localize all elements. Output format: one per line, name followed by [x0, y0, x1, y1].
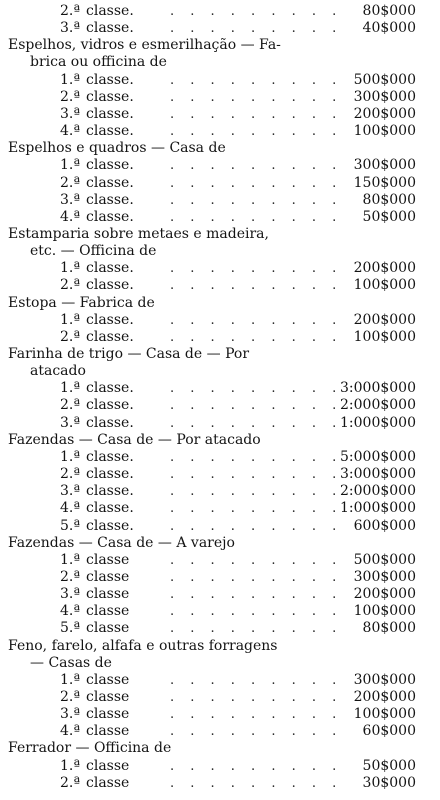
tax-amount: 150$000 — [353, 174, 416, 191]
tax-amount: 500$000 — [353, 71, 416, 88]
class-word: classe. — [86, 71, 134, 88]
category-heading-continuation: brica ou officina de — [30, 54, 167, 71]
class-ordinal: 2.ª — [60, 3, 81, 19]
dot-leader: . . . . . . . . . — [170, 621, 343, 637]
dot-leader: . . . . . . . . . — [170, 192, 343, 208]
tax-amount: 200$000 — [353, 311, 416, 328]
class-ordinal: 2.ª — [60, 174, 81, 191]
class-ordinal: 1.ª — [60, 71, 81, 88]
class-word: classe — [86, 620, 130, 637]
tax-amount: 3:000$000 — [340, 380, 416, 397]
dot-leader: . . . . . . . . . — [170, 518, 343, 534]
category-heading: Ferrador — Officina de — [8, 740, 172, 757]
category-heading-continuation: etc. — Officina de — [30, 243, 157, 260]
class-ordinal: 5.ª — [60, 517, 81, 534]
class-word: classe. — [86, 123, 134, 140]
class-ordinal: 2.ª — [60, 397, 81, 414]
class-ordinal: 2.ª — [60, 277, 81, 294]
class-ordinal: 3.ª — [60, 105, 81, 122]
dot-leader: . . . . . . . . . — [170, 501, 343, 517]
dot-leader: . . . . . . . . . — [170, 587, 343, 603]
class-word: classe — [86, 774, 130, 791]
category-heading: Fazendas — Casa de — A varejo — [8, 534, 235, 551]
tax-amount: 300$000 — [353, 88, 416, 105]
class-word: classe. — [86, 328, 134, 345]
class-ordinal: 3.ª — [60, 414, 81, 431]
class-word: classe. — [86, 191, 134, 208]
class-word: classe. — [86, 3, 134, 19]
tax-amount: 300$000 — [353, 157, 416, 174]
class-word: classe. — [86, 483, 134, 500]
class-word: classe — [86, 586, 130, 603]
tax-amount: 5:000$000 — [340, 448, 416, 465]
dot-leader: . . . . . . . . . — [170, 775, 343, 791]
class-ordinal: 3.ª — [60, 586, 81, 603]
class-ordinal: 2.ª — [60, 774, 81, 791]
class-word: classe. — [86, 277, 134, 294]
category-heading-continuation: — Casas de — [30, 654, 112, 671]
dot-leader: . . . . . . . . . — [170, 175, 343, 191]
category-heading: Feno, farelo, alfafa e outras forragens — [8, 637, 278, 654]
class-ordinal: 3.ª — [60, 483, 81, 500]
class-ordinal: 2.ª — [60, 466, 81, 483]
class-word: classe. — [86, 466, 134, 483]
class-word: classe. — [86, 105, 134, 122]
class-word: classe. — [86, 414, 134, 431]
class-ordinal: 2.ª — [60, 88, 81, 105]
dot-leader: . . . . . . . . . — [170, 89, 343, 105]
dot-leader: . . . . . . . . . — [170, 724, 343, 740]
category-heading: Espelhos, vidros e esmerilhação — Fa- — [8, 37, 281, 54]
class-word: classe — [86, 723, 130, 740]
class-ordinal: 1.ª — [60, 380, 81, 397]
class-word: classe — [86, 671, 130, 688]
class-ordinal: 4.ª — [60, 723, 81, 740]
class-word: classe. — [86, 260, 134, 277]
tax-amount: 2:000$000 — [340, 483, 416, 500]
class-ordinal: 4.ª — [60, 500, 81, 517]
class-ordinal: 1.ª — [60, 757, 81, 774]
tax-amount: 50$000 — [362, 208, 416, 225]
category-heading: Farinha de trigo — Casa de — Por — [8, 346, 250, 362]
class-ordinal: 2.ª — [60, 568, 81, 585]
class-ordinal: 1.ª — [60, 260, 81, 277]
class-word: classe. — [86, 448, 134, 465]
class-ordinal: 2.ª — [60, 328, 81, 345]
dot-leader: . . . . . . . . . — [170, 278, 343, 294]
class-word: classe. — [86, 174, 134, 191]
tax-amount: 100$000 — [353, 277, 416, 294]
tax-amount: 80$000 — [362, 191, 416, 208]
class-word: classe. — [86, 500, 134, 517]
tax-amount: 1:000$000 — [340, 500, 416, 517]
dot-leader: . . . . . . . . . — [170, 106, 343, 122]
class-ordinal: 2.ª — [60, 689, 81, 705]
dot-leader: . . . . . . . . . — [170, 21, 343, 37]
class-word: classe — [86, 603, 130, 620]
dot-leader: . . . . . . . . . — [170, 604, 343, 620]
dot-leader: . . . . . . . . . — [170, 329, 343, 345]
dot-leader: . . . . . . . . . — [170, 484, 343, 500]
dot-leader: . . . . . . . . . — [170, 758, 343, 774]
dot-leader: . . . . . . . . . — [170, 124, 343, 140]
class-ordinal: 3.ª — [60, 191, 81, 208]
class-ordinal: 4.ª — [60, 603, 81, 620]
category-heading: Espelhos e quadros — Casa de — [8, 140, 226, 157]
dot-leader: . . . . . . . . . — [170, 707, 343, 723]
class-ordinal: 3.ª — [60, 20, 81, 37]
dot-leader: . . . . . . . . . — [170, 261, 343, 277]
class-ordinal: 3.ª — [60, 706, 81, 723]
tax-amount: 30$000 — [362, 774, 416, 791]
class-word: classe — [86, 551, 130, 568]
tax-amount: 80$000 — [362, 3, 416, 19]
dot-leader: . . . . . . . . . — [170, 672, 343, 688]
dot-leader: . . . . . . . . . — [170, 72, 343, 88]
tax-amount: 1:000$000 — [340, 414, 416, 431]
class-word: classe. — [86, 88, 134, 105]
class-word: classe. — [86, 157, 134, 174]
tax-amount: 40$000 — [362, 20, 416, 37]
tax-amount: 600$000 — [353, 517, 416, 534]
class-ordinal: 1.ª — [60, 551, 81, 568]
dot-leader: . . . . . . . . . — [170, 158, 343, 174]
category-heading: Estamparia sobre metaes e madeira, — [8, 225, 269, 242]
class-ordinal: 5.ª — [60, 620, 81, 637]
dot-leader: . . . . . . . . . — [170, 209, 343, 225]
class-word: classe — [86, 706, 130, 723]
category-heading: Fazendas — Casa de — Por atacado — [8, 431, 261, 448]
category-heading: Estopa — Fabrica de — [8, 294, 155, 311]
dot-leader: . . . . . . . . . — [170, 312, 343, 328]
tax-amount: 100$000 — [353, 706, 416, 723]
tax-amount: 80$000 — [362, 620, 416, 637]
tax-amount: 100$000 — [353, 603, 416, 620]
tax-amount: 2:000$000 — [340, 397, 416, 414]
tax-amount: 3:000$000 — [340, 466, 416, 483]
tax-amount: 100$000 — [353, 328, 416, 345]
class-word: classe. — [86, 20, 134, 37]
class-ordinal: 1.ª — [60, 311, 81, 328]
dot-leader: . . . . . . . . . — [170, 552, 343, 568]
dot-leader: . . . . . . . . . — [170, 690, 343, 705]
dot-leader: . . . . . . . . . — [170, 4, 343, 19]
dot-leader: . . . . . . . . . — [170, 449, 343, 465]
class-ordinal: 1.ª — [60, 157, 81, 174]
dot-leader: . . . . . . . . . — [170, 569, 343, 585]
class-word: classe. — [86, 380, 134, 397]
class-ordinal: 4.ª — [60, 123, 81, 140]
class-word: classe. — [86, 517, 134, 534]
dot-leader: . . . . . . . . . — [170, 381, 343, 397]
class-ordinal: 4.ª — [60, 208, 81, 225]
dot-leader: . . . . . . . . . — [170, 415, 343, 431]
category-heading-continuation: atacado — [30, 363, 86, 380]
tax-amount: 500$000 — [353, 551, 416, 568]
dot-leader: . . . . . . . . . — [170, 467, 343, 483]
tax-amount: 200$000 — [353, 689, 416, 705]
tax-amount: 200$000 — [353, 105, 416, 122]
tax-amount: 60$000 — [362, 723, 416, 740]
class-word: classe. — [86, 397, 134, 414]
class-word: classe. — [86, 208, 134, 225]
class-word: classe — [86, 757, 130, 774]
class-word: classe. — [86, 311, 134, 328]
tax-amount: 50$000 — [362, 757, 416, 774]
tax-amount: 200$000 — [353, 260, 416, 277]
class-word: classe — [86, 689, 130, 705]
class-ordinal: 1.ª — [60, 671, 81, 688]
tax-amount: 300$000 — [353, 568, 416, 585]
class-ordinal: 1.ª — [60, 448, 81, 465]
class-word: classe — [86, 568, 130, 585]
tax-amount: 100$000 — [353, 123, 416, 140]
tax-amount: 300$000 — [353, 671, 416, 688]
dot-leader: . . . . . . . . . — [170, 398, 343, 414]
tax-amount: 200$000 — [353, 586, 416, 603]
